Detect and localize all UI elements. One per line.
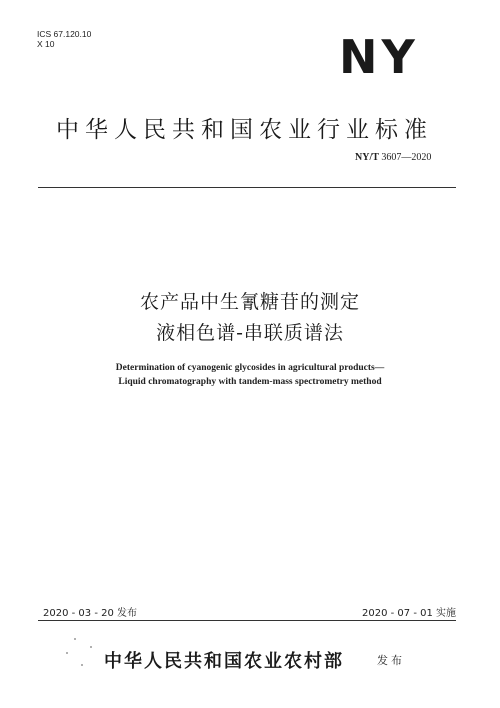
issue-date: 2020 - 03 - 20 发布 [43, 608, 138, 619]
title-cn-line1: 农产品中生氰糖苷的测定 [139, 291, 360, 313]
ccs-code: X 10 [37, 39, 55, 49]
header-rule [38, 187, 456, 188]
ministry-name: 中华人民共和国农业农村部 [104, 651, 344, 672]
publish-label: 发布 [377, 654, 405, 667]
scan-speck [81, 664, 83, 666]
ny-logo: NY [339, 30, 419, 84]
standard-organization: 中华人民共和国农业行业标准 [56, 117, 433, 143]
implementation-date: 2020 - 07 - 01 实施 [362, 608, 457, 619]
title-en-line1: Determination of cyanogenic glycosides in agricultural products— [115, 363, 385, 373]
ics-code: ICS 67.120.10 [37, 29, 92, 39]
title-en-line2: Liquid chromatography with tandem-mass spectrometry method [118, 377, 382, 387]
scan-speck [74, 638, 76, 640]
scan-speck [66, 652, 68, 654]
footer-rule [38, 620, 456, 621]
standard-number-prefix: NY/T [355, 152, 379, 163]
title-cn-line2: 液相色谱-串联质谱法 [156, 322, 344, 344]
scan-speck [90, 646, 92, 648]
standard-number-value: 3607—2020 [381, 152, 432, 163]
standard-number [355, 152, 431, 163]
